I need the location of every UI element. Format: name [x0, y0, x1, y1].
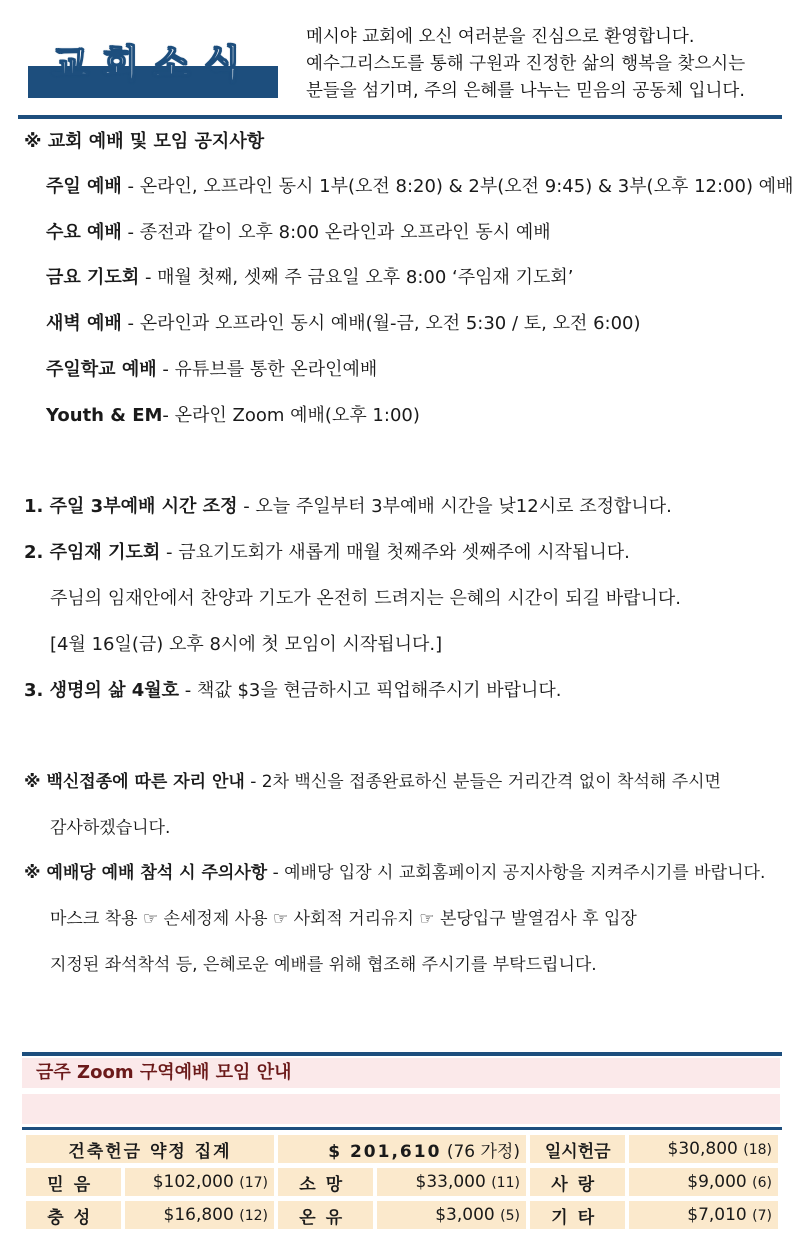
table-row	[26, 1168, 778, 1196]
notice-text: - 책값 $3을 현금하시고 픽업해주시기 바랍니다.	[179, 680, 562, 701]
zoom-divider	[22, 1052, 782, 1056]
worship-item-name: 주일학교 예배	[46, 359, 157, 380]
fund-group-count: (5)	[500, 1208, 520, 1224]
fund-group-cell	[377, 1201, 526, 1229]
fund-group-value: $16,800	[163, 1205, 234, 1225]
table-row	[26, 1201, 778, 1229]
worship-item	[46, 358, 377, 382]
fund-group-value: $102,000	[152, 1172, 234, 1192]
welcome-message	[306, 24, 806, 105]
zoom-info-bar	[22, 1094, 780, 1124]
worship-item	[46, 175, 793, 199]
notice-number: 1.	[24, 496, 50, 517]
worship-item-name: 금요 기도회	[46, 267, 140, 288]
fund-group-cell	[125, 1168, 274, 1196]
table-row	[26, 1135, 778, 1163]
header-divider	[18, 115, 782, 119]
fund-group-count: (7)	[752, 1208, 772, 1224]
fund-group-value: $3,000	[435, 1205, 495, 1225]
notice-item	[24, 495, 672, 519]
vaccine-continuation: 감사하겠습니다.	[50, 818, 171, 838]
fund-group-value: $7,010	[687, 1205, 747, 1225]
worship-item-text: - 온라인 Zoom 예배(오후 1:00)	[162, 405, 420, 426]
caution-text: - 예배당 입장 시 교회홈페이지 공지사항을 지켜주시기를 바랍니다.	[267, 863, 766, 883]
page-title: 교회소식	[51, 42, 255, 86]
worship-item-name: 주일 예배	[46, 176, 122, 197]
notice-number: 3.	[24, 680, 50, 701]
worship-item-text: - 온라인, 오프라인 동시 1부(오전 8:20) & 2부(오전 9:45) & 3부(오후 12:00) 예배	[121, 176, 794, 197]
zoom-title: 금주 Zoom 구역예배 모임 안내	[36, 1062, 292, 1083]
fund-group-cell	[629, 1168, 778, 1196]
fund-group-label: 충성	[26, 1201, 121, 1229]
fund-group-cell	[377, 1168, 526, 1196]
one-time-cell	[629, 1135, 778, 1163]
notice-text: - 오늘 주일부터 3부예배 시간을 낮12시로 조정합니다.	[237, 496, 672, 517]
notice-item	[24, 541, 630, 565]
fund-header-label: 건축헌금 약정 집계	[26, 1135, 274, 1163]
fund-group-cell	[125, 1201, 274, 1229]
one-time-count: (18)	[743, 1142, 772, 1158]
fund-group-cell	[629, 1201, 778, 1229]
fund-group-count: (17)	[239, 1175, 268, 1191]
worship-item-text: - 유튜브를 통한 온라인예배	[156, 359, 378, 380]
building-fund-table	[22, 1130, 782, 1234]
one-time-label: 일시헌금	[530, 1135, 625, 1163]
fund-group-label: 믿음	[26, 1168, 121, 1196]
worship-item	[46, 221, 551, 245]
fund-total-cell	[278, 1135, 526, 1163]
fund-group-value: $33,000	[415, 1172, 486, 1192]
welcome-line-2: 예수그리스도를 통해 구원과 진정한 삶의 행복을 찾으시는	[306, 54, 746, 74]
notice-item	[24, 679, 561, 703]
worship-item-name: 수요 예배	[46, 222, 122, 243]
welcome-line-3: 분들을 섬기며, 주의 은혜를 나누는 믿음의 공동체 입니다.	[306, 81, 745, 101]
caution-notice	[24, 861, 765, 885]
notice-title: 생명의 삶 4월호	[49, 680, 180, 701]
caution-steps: 마스크 착용 ☞ 손세정제 사용 ☞ 사회적 거리유지 ☞ 본당입구 발열검사 후 입장	[50, 909, 637, 929]
caution-continuation: 지정된 좌석착석 등, 은혜로운 예배를 위해 협조해 주시기를 부탁드립니다.	[50, 955, 597, 975]
notice-continuation: 주님의 임재안에서 찬양과 기도가 온전히 드려지는 은혜의 시간이 되길 바랍니다.	[50, 588, 682, 609]
worship-item-name: 새벽 예배	[46, 313, 122, 334]
notice-continuation: [4월 16일(금) 오후 8시에 첫 모임이 시작됩니다.]	[50, 634, 443, 655]
worship-item-text: - 종전과 같이 오후 8:00 온라인과 오프라인 동시 예배	[121, 222, 551, 243]
one-time-value: $30,800	[667, 1139, 738, 1159]
notice-text: - 금요기도회가 새롭게 매월 첫째주와 셋째주에 시작됩니다.	[160, 542, 630, 563]
welcome-line-1: 메시야 교회에 오신 여러분을 진심으로 환영합니다.	[306, 27, 695, 47]
fund-group-label: 사랑	[530, 1168, 625, 1196]
caution-title: ※ 예배당 예배 참석 시 주의사항	[24, 863, 268, 883]
worship-item	[46, 312, 641, 336]
worship-item	[46, 404, 420, 428]
vaccine-title: ※ 백신접종에 따른 자리 안내	[24, 772, 245, 792]
fund-group-value: $9,000	[687, 1172, 747, 1192]
fund-group-label: 소망	[278, 1168, 373, 1196]
fund-total: $ 201,610	[328, 1141, 442, 1162]
fund-group-label: 온유	[278, 1201, 373, 1229]
notice-number: 2.	[24, 542, 50, 563]
fund-group-count: (11)	[491, 1175, 520, 1191]
vaccine-notice	[24, 770, 721, 794]
notice-title: 주임재 기도회	[49, 542, 161, 563]
fund-group-count: (6)	[752, 1175, 772, 1191]
notice-title: 주일 3부예배 시간 조정	[49, 496, 238, 517]
worship-item	[46, 266, 574, 290]
fund-group-count: (12)	[239, 1208, 268, 1224]
fund-total-count: (76 가정)	[446, 1141, 520, 1162]
worship-item-text: - 온라인과 오프라인 동시 예배(월-금, 오전 5:30 / 토, 오전 6:00)	[121, 313, 641, 334]
worship-item-text: - 매월 첫째, 셋째 주 금요일 오후 8:00 ‘주임재 기도회’	[139, 267, 574, 288]
fund-group-label: 기타	[530, 1201, 625, 1229]
worship-item-name: Youth & EM	[46, 405, 163, 426]
vaccine-text: - 2차 백신을 접종완료하신 분들은 거리간격 없이 착석해 주시면	[244, 772, 721, 792]
worship-heading: ※ 교회 예배 및 모임 공지사항	[24, 131, 265, 152]
